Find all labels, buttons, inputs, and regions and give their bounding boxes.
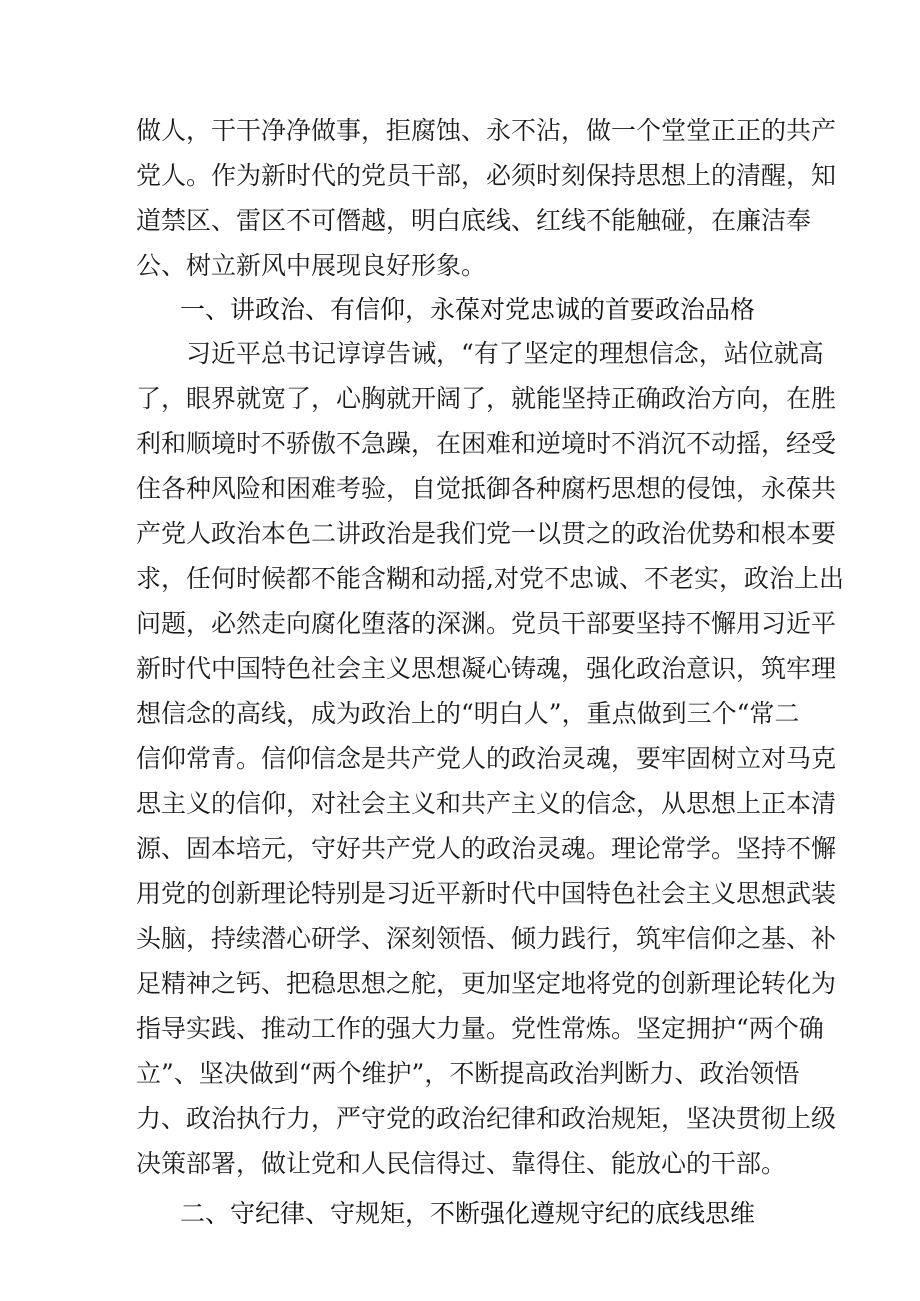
paragraph-line: 习近平总书记谆谆告诫，“有了坚定的理想信念，站位就高 bbox=[186, 339, 824, 368]
paragraph-line: 力、政治执行力，严守党的政治纪律和政治规矩，坚决贯彻上级 bbox=[136, 1104, 837, 1133]
paragraph-line: 道禁区、雷区不可僭越，明白底线、红线不能触碰，在廉洁奉 bbox=[136, 206, 812, 235]
section-heading: 一、讲政治、有信仰，永葆对党忠诚的首要政治品格 bbox=[180, 295, 756, 324]
paragraph-line: 利和顺境时不骄傲不急躁，在困难和逆境时不消沉不动摇，经受 bbox=[136, 429, 837, 458]
paragraph-line: 思主义的信仰，对社会主义和共产主义的信念，从思想上正本清 bbox=[136, 789, 837, 818]
section-heading: 二、守纪律、守规矩，不断强化遵规守纪的底线思维 bbox=[180, 1199, 756, 1228]
paragraph-line: 立”、坚决做到“两个维护”，不断提高政治判断力、政治领悟 bbox=[136, 1059, 800, 1088]
paragraph-line: 决策部署，做让党和人民信得过、靠得住、能放心的干部。 bbox=[136, 1149, 787, 1178]
paragraph-line: 用党的创新理论特别是习近平新时代中国特色社会主义思想武装 bbox=[136, 879, 837, 908]
paragraph-line: 新时代中国特色社会主义思想凝心铸魂，强化政治意识，筑牢理 bbox=[136, 654, 837, 683]
paragraph-line: 产党人政治本色二讲政治是我们党一以贯之的政治优势和根本要 bbox=[136, 519, 837, 548]
paragraph-line: 问题，必然走向腐化堕落的深渊。党员干部要坚持不懈用习近平 bbox=[136, 609, 837, 638]
paragraph-line: 住各种风险和困难考验，自觉抵御各种腐朽思想的侵蚀，永葆共 bbox=[136, 474, 837, 503]
paragraph-line: 指导实践、推动工作的强大力量。党性常炼。坚定拥护“两个确 bbox=[136, 1014, 824, 1043]
paragraph-line: 求，任何时候都不能含糊和动摇,对党不忠诚、不老实，政治上出 bbox=[136, 564, 844, 593]
paragraph-line: 头脑，持续潜心研学、深刻领悟、倾力践行，筑牢信仰之基、补 bbox=[136, 924, 837, 953]
paragraph-line: 公、树立新风中展现良好形象。 bbox=[136, 251, 487, 280]
paragraph-line: 信仰常青。信仰信念是共产党人的政治灵魂，要牢固树立对马克 bbox=[136, 744, 837, 773]
paragraph-line: 党人。作为新时代的党员干部，必须时刻保持思想上的清醒，知 bbox=[136, 161, 837, 190]
paragraph-line: 了，眼界就宽了，心胸就开阔了，就能坚持正确政治方向，在胜 bbox=[136, 384, 837, 413]
paragraph-line: 足精神之钙、把稳思想之舵，更加坚定地将党的创新理论转化为 bbox=[136, 969, 837, 998]
paragraph-line: 想信念的高线，成为政治上的“明白人”，重点做到三个“常二 bbox=[136, 699, 800, 728]
paragraph-line: 做人，干干净净做事，拒腐蚀、永不沾，做一个堂堂正正的共产 bbox=[136, 116, 837, 145]
paragraph-line: 源、固本培元，守好共产党人的政治灵魂。理论常学。坚持不懈 bbox=[136, 834, 837, 863]
